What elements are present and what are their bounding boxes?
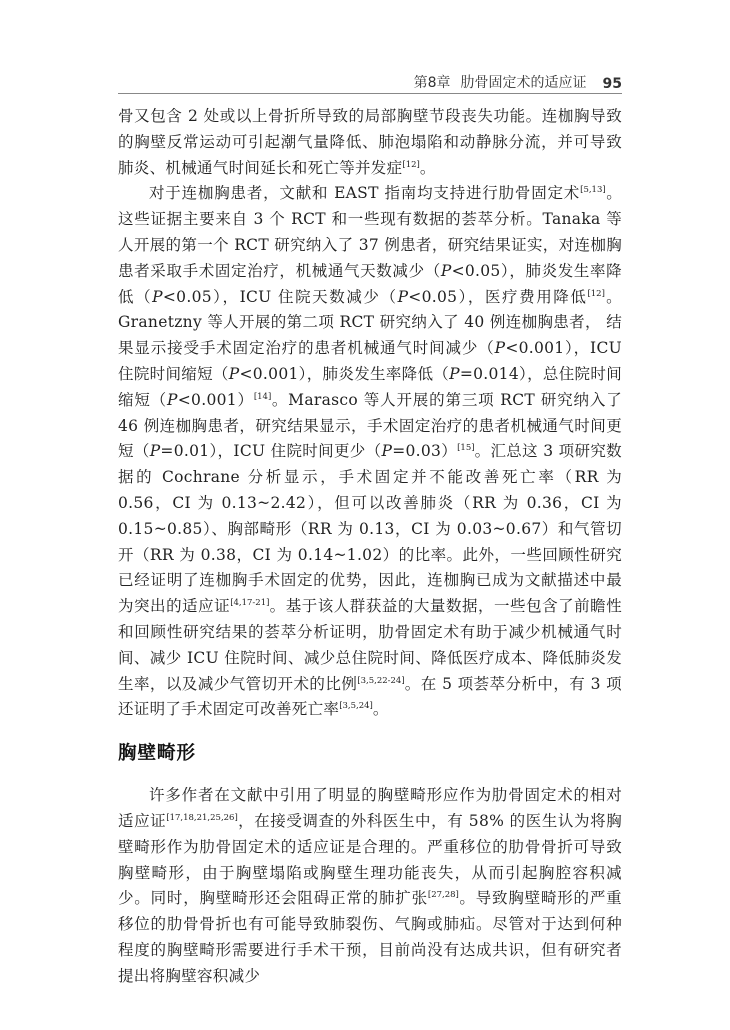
p-value-symbol: P — [449, 364, 460, 383]
text-run: =0.03） — [392, 442, 458, 461]
text-run: 对于连枷胸患者，文献和 EAST 指南均支持进行肋骨固定术 — [149, 184, 581, 203]
text-run: 。这些证据主要来自 3 个 RCT 和一些现有数据的荟萃分析。Tanaka 等人开展的第一个 RCT 研究纳入了 37 例患者，研究结果证实，对连枷胸患者采取手术固定治疗，机械通气天数减少（ — [118, 184, 622, 280]
text-run: 。 — [372, 700, 389, 719]
header-divider — [118, 93, 622, 94]
text-run: 。 — [419, 158, 436, 177]
citation-ref: [3,5,22-24] — [357, 675, 405, 686]
citation-ref: [15] — [457, 443, 475, 454]
citation-ref: [17,18,21,25,26] — [166, 812, 238, 823]
citation-ref: [5,13] — [580, 185, 606, 196]
text-run: <0.001），ICU 住院时间缩短（ — [118, 339, 622, 383]
text-run: 。汇总这 3 项研究数据的 Cochrane 分析显示，手术固定并不能改善死亡率（RR 为 0.56，CI 为 0.13~2.42），但可以改善肺炎（RR 为 0.36，CI 为 0.15~0.85）、胸部畸形（RR 为 0.13，CI 为 0.03~0.67）和气管切开（RR 为 0.38，CI 为 0.14~1.02）的比率。此外，一些回顾性研究已经证明了连枷胸手术固定的优势，因此，连枷胸已成为文献描述中最为突出的适应证 — [118, 442, 622, 616]
p-value-symbol: P — [494, 339, 506, 358]
paragraph — [118, 104, 622, 181]
paragraph — [118, 783, 622, 989]
text-run: <0.001） — [177, 390, 254, 409]
p-value-symbol: P — [228, 364, 240, 383]
paragraph — [118, 181, 622, 723]
citation-ref: [12] — [402, 159, 420, 170]
chapter-label: 第8章 — [413, 75, 451, 91]
p-value-symbol: P — [381, 442, 393, 461]
p-value-symbol: P — [152, 287, 163, 306]
chapter-title: 肋骨固定术的适应证 — [460, 75, 587, 91]
text-run: =0.014），总住院时间缩短（ — [118, 364, 622, 409]
text-run: 。Granetzny 等人开展的第二项 RCT 研究纳入了 40 例连枷胸患者， 结果显示接受手术固定治疗的患者机械通气时间减少（ — [118, 287, 622, 358]
text-run: <0.05），医疗费用降低 — [408, 287, 588, 306]
text-run: <0.05），ICU 住院天数减少（ — [162, 287, 398, 306]
text-run: 。在 5 项荟萃分析中，有 3 项还证明了手术固定可改善死亡率 — [118, 674, 622, 719]
p-value-symbol: P — [440, 261, 452, 280]
text-run: =0.01），ICU 住院时间更少（ — [160, 442, 382, 461]
p-value-symbol: P — [397, 287, 409, 306]
p-value-symbol: P — [149, 442, 161, 461]
text-run: 。Marasco 等人开展的第三项 RCT 研究纳入了 46 例连枷胸患者，研究结果显示，手术固定治疗的患者机械通气时间更短（ — [118, 390, 622, 461]
citation-ref: [27,28] — [427, 890, 459, 901]
paragraph-group — [118, 104, 622, 723]
text-run: 。基于该人群获益的大量数据，一些包含了前瞻性和回顾性研究结果的荟萃分析证明，肋骨固定术有助于减少机械通气时间、减少 ICU 住院时间、减少总住院时间、降低医疗成本、降低肺炎发生率，以及减少气管切开术的比例 — [118, 597, 622, 693]
text-run: 许多作者在文献中引用了明显的胸壁畸形应作为肋骨固定术的相对适应证 — [118, 786, 622, 830]
citation-ref: [12] — [587, 288, 605, 299]
page-number: 95 — [602, 76, 622, 92]
section-heading: 胸壁畸形 — [118, 743, 197, 765]
citation-ref: [14] — [253, 391, 272, 402]
text-run: 。导致胸壁畸形的严重移位的肋骨骨折也有可能导致肺裂伤、气胸或肺疝。尽管对于达到何种程度的胸壁畸形需要进行手术干预，目前尚没有达成共识，但有研究者提出将胸壁容积减少 — [118, 889, 622, 985]
text-run: <0.001），肺炎发生率降低（ — [239, 364, 450, 383]
body-text — [118, 104, 622, 990]
citation-ref: [3,5,24] — [339, 701, 373, 712]
p-value-symbol: P — [167, 390, 178, 409]
citation-ref: [4,17-21] — [230, 597, 270, 608]
paragraph-group — [118, 783, 622, 989]
text-run: ，在接受调查的外科医生中，有 58% 的医生认为将胸壁畸形作为肋骨固定术的适应证是合理的。严重移位的肋骨骨折可导致胸壁畸形，由于胸壁塌陷或胸壁生理功能丧失，从而引起胸腔容积减少。同时，胸壁畸形还会阻碍正常的肺扩张 — [118, 811, 622, 908]
text-run: <0.05），肺炎发生率降低（ — [118, 261, 622, 306]
running-header — [118, 68, 622, 92]
text-run: 骨又包含 2 处或以上骨折所导致的局部胸壁节段丧失功能。连枷胸导致的胸壁反常运动可引起潮气量降低、肺泡塌陷和动静脉分流，并可导致肺炎、机械通气时间延长和死亡等并发症 — [118, 107, 622, 177]
